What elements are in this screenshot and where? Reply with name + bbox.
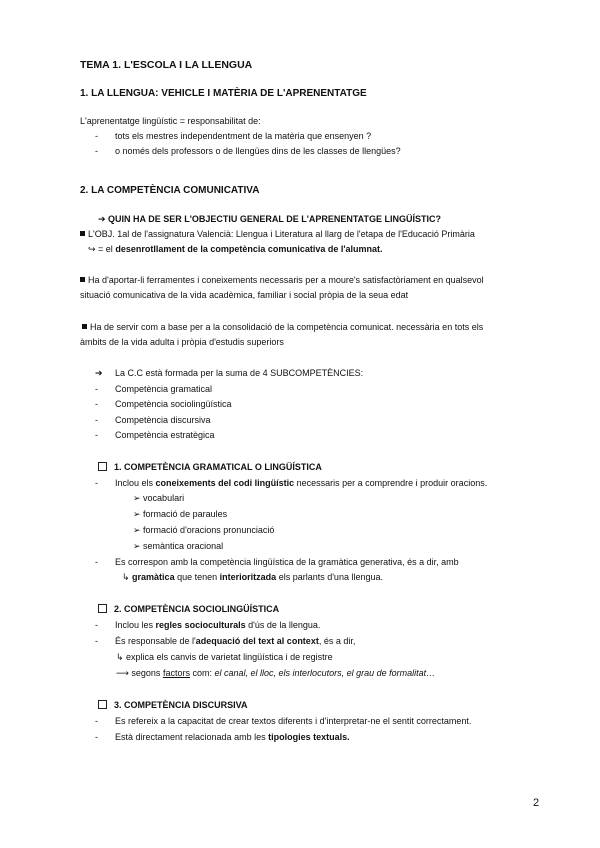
checkbox-icon	[98, 604, 107, 613]
section-2-heading: 2. LA COMPETÈNCIA COMUNICATIVA	[80, 185, 260, 196]
arrowhead-icon: ➢	[133, 493, 144, 503]
sub-bullet: ➢ formació de paraules	[133, 509, 228, 519]
paragraph-line: Ha de servir com a base per a la consolidació de la competència comunicat. necessària en tots els	[82, 321, 483, 333]
checkbox-icon	[98, 462, 107, 471]
list-item: - Competència discursiva	[95, 415, 211, 425]
arrow-right-icon: ➔	[98, 214, 109, 224]
list-item: - o només dels professors o de llengües dins de les classes de llengües?	[95, 146, 401, 156]
page-number: 2	[533, 797, 540, 809]
list-item: - Es correspon amb la competència lingüística de la gramàtica generativa, és a dir, amb	[95, 557, 459, 567]
doc-title: TEMA 1. L'ESCOLA I LA LLENGUA	[80, 59, 253, 71]
cc-line: ➔ La C.C està formada per la suma de 4 SUBCOMPETÈNCIES:	[95, 368, 364, 378]
arrow-line: ⟶ segons factors com: el canal, el lloc, els interlocutors, el grau de formalitat…	[116, 668, 436, 678]
arrow-icon: ↪	[88, 244, 99, 254]
arrow-line: ↳ gramàtica que tenen interioritzada els parlants d'una llengua.	[122, 572, 383, 582]
objective-line: L'OBJ. 1al de l'assignatura Valencià: Llengua i Literatura al llarg de l'etapa de l'Educació Primària	[80, 228, 475, 240]
list-item: - Inclou els coneixements del codi lingüístic necessaris per a comprendre i produir oracions.	[95, 478, 488, 488]
arrowhead-icon: ➢	[133, 525, 144, 535]
competence-3-heading: 3. COMPETÈNCIA DISCURSIVA	[98, 699, 248, 711]
section-1-intro: L'aprenentatge lingüístic = responsabilitat de:	[80, 116, 261, 126]
competence-1-heading: 1. COMPETÈNCIA GRAMATICAL O LINGÜÍSTICA	[98, 461, 322, 473]
square-bullet-icon	[82, 324, 87, 329]
list-item: - Competència sociolingüística	[95, 399, 232, 409]
sub-bullet: ➢ vocabulari	[133, 493, 185, 503]
list-item: - Inclou les regles socioculturals d'ús de la llengua.	[95, 620, 321, 630]
objective-equals-line: ↪ = el desenrotllament de la competència comunicativa de l'alumnat.	[88, 244, 383, 254]
arrow-line: ↳ explica els canvis de varietat lingüística i de registre	[116, 652, 333, 662]
checkbox-icon	[98, 700, 107, 709]
list-item: - Competència estratègica	[95, 430, 215, 440]
list-item: - Està directament relacionada amb les tipologies textuals.	[95, 732, 350, 742]
return-arrow-icon: ↳	[122, 572, 133, 582]
list-item: - tots els mestres independentment de la matèria que ensenyen ?	[95, 131, 372, 141]
arrowhead-icon: ➢	[133, 541, 144, 551]
paragraph-line: Ha d'aportar-li ferramentes i coneixements necessaris per a moure's satisfactòriament en qualsevol	[80, 274, 484, 286]
sub-bullet: ➢ formació d'oracions pronunciació	[133, 525, 275, 535]
paragraph-line: situació comunicativa de la vida acadèmica, familiar i social pròpia de la seua edat	[80, 290, 409, 300]
list-item: - Competència gramatical	[95, 384, 213, 394]
arrowhead-icon: ➢	[133, 509, 144, 519]
sub-bullet: ➢ semàntica oracional	[133, 541, 224, 551]
square-bullet-icon	[80, 277, 85, 282]
paragraph-line: àmbits de la vida adulta i pròpia d'estudis superiors	[80, 337, 284, 347]
square-bullet-icon	[80, 231, 85, 236]
return-arrow-icon: ↳	[116, 652, 127, 662]
list-item: - Es refereix a la capacitat de crear textos diferents i d'interpretar-ne el sentit correctament.	[95, 716, 472, 726]
list-item: - És responsable de l'adequació del text al context, és a dir,	[95, 636, 356, 646]
arrow-right-icon: ➔	[95, 368, 103, 378]
long-arrow-icon: ⟶	[116, 668, 132, 678]
competence-2-heading: 2. COMPETÈNCIA SOCIOLINGÜÍSTICA	[98, 603, 279, 615]
section-1-heading: 1. LA LLENGUA: VEHICLE I MATÈRIA DE L'APRENENTATGE	[80, 88, 367, 99]
question-line: ➔ QUIN HA DE SER L'OBJECTIU GENERAL DE L'APRENENTATGE LINGÜÍSTIC?	[98, 214, 442, 224]
